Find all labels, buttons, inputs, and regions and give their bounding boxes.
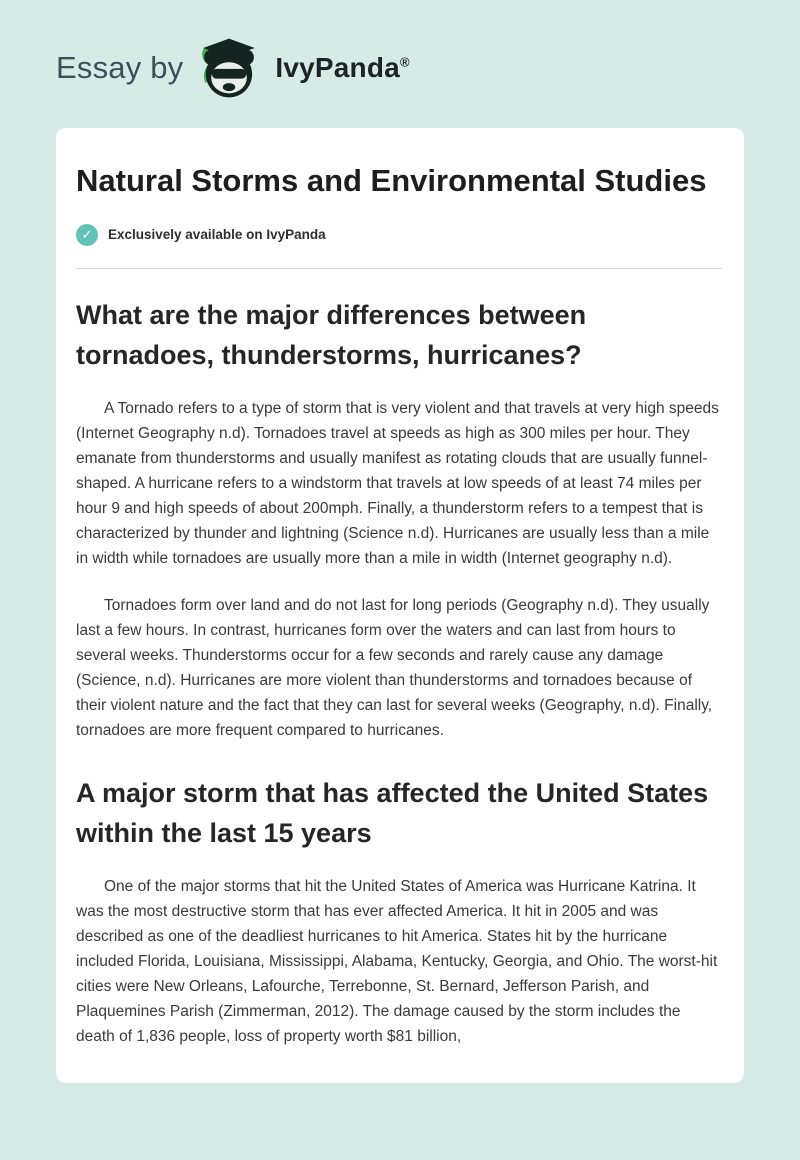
availability-label: Exclusively available on IvyPanda: [108, 227, 326, 243]
divider: [76, 268, 722, 269]
check-icon: ✓: [76, 224, 98, 246]
essay-card: [56, 128, 744, 1083]
section-heading-differences: What are the major differences between tornadoes, thunderstorms, hurricanes?: [76, 299, 587, 371]
site-header: [0, 0, 800, 100]
ivypanda-logo-icon: [197, 36, 261, 100]
availability-badge: [76, 224, 722, 246]
brand-name: IvyPanda®: [275, 52, 410, 83]
essay-by-label: Essay by: [56, 50, 184, 85]
page-title: Natural Storms and Environmental Studies: [76, 163, 707, 198]
section-heading-major-storm: A major storm that has affected the United States within the last 15 years: [76, 777, 709, 849]
paragraph: One of the major storms that hit the United States of America was Hurricane Katrina. It was the most destructive storm that has ever affected America. It hit in 2005 and was described as one of the deadliest hurricanes to hit America. States hit by the hurricane included Florida, Louisiana, Mississippi, Alabama, Kentucky, Georgia, and Ohio. The worst-hit cities were New Orleans, Lafourche, Terrebonne, St. Bernard, Jefferson Parish, and Plaquemines Parish (Zimmerman, 2012). The damage caused by the storm includes the death of 1,836 people, loss of property worth $81 billion,: [76, 877, 718, 1045]
paragraph: Tornadoes form over land and do not last for long periods (Geography n.d). They usually last a few hours. In contrast, hurricanes form over the waters and can last from hours to several weeks. Thunderstorms occur for a few seconds and rarely cause any damage (Science, n.d). Hurricanes are more violent than thunderstorms and tornadoes because of their violent nature and the fact that they can last for several weeks (Geography, n.d). Finally, tornadoes are more frequent compared to hurricanes.: [76, 596, 713, 739]
registered-mark: ®: [399, 54, 410, 70]
paragraph: A Tornado refers to a type of storm that is very violent and that travels at very high speeds (Internet Geography n.d). Tornadoes travel at speeds as high as 300 miles per hour. They emanate from thunderstorms and usually manifest as rotating clouds that are usually funnel-shaped. A hurricane refers to a windstorm that travels at low speeds of at least 74 miles per hour 9 and high speeds of about 200mph. Finally, a thunderstorm refers to a tempest that is characterized by thunder and lightning (Science n.d). Hurricanes are usually less than a mile in width while tornadoes are usually more than a mile in width (Internet geography n.d).: [76, 399, 719, 567]
